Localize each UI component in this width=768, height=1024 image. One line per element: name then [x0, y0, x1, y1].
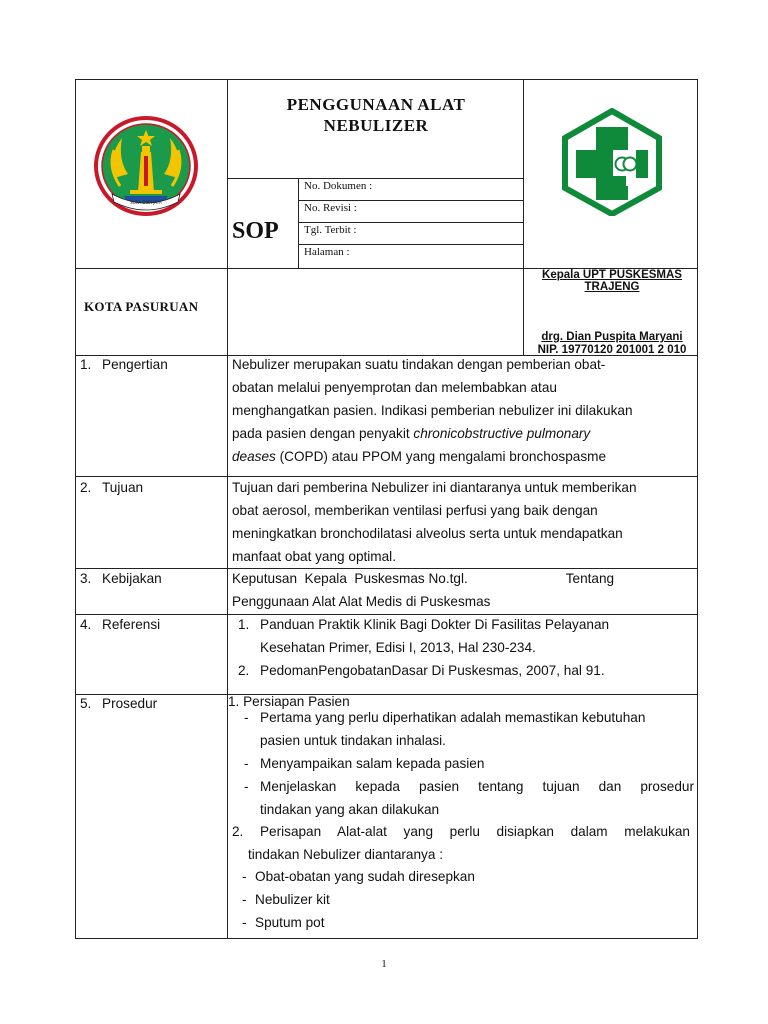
pengertian-line-4-text: pada pasien dengan penyakit	[232, 426, 414, 441]
label-kebijakan	[80, 567, 162, 590]
pengertian-line-2: obatan melalui penyemprotan dan melembabkan atau	[232, 380, 557, 395]
tujuan-line-1: Tujuan dari pemberina Nebulizer ini diantaranya untuk memberikan	[232, 480, 637, 495]
prosedur-bullet-3-line-1: Menjelaskan kepada pasien tentang tujuan dan prosedur	[260, 779, 694, 794]
prosedur-tool-2-text: Nebulizer kit	[255, 892, 330, 907]
label-number: 2.	[80, 480, 92, 495]
sop-label: SOP	[232, 218, 279, 244]
referensi-item-2-number: 2.	[238, 663, 250, 678]
pengertian-line-5-italic: deases	[232, 449, 276, 464]
kepala-line-1: Kepala UPT PUSKESMAS	[542, 269, 682, 281]
label-number: 5.	[80, 696, 92, 711]
pengertian-line-4-italic: chronicobstructive pulmonary	[413, 426, 591, 441]
page-number: 1	[381, 958, 387, 970]
title-divider	[227, 178, 524, 179]
referensi-item-1-line-2: Kesehatan Primer, Edisi I, 2013, Hal 230-234.	[260, 640, 536, 655]
pengertian-line-4	[232, 422, 690, 445]
meta-row-line-1	[298, 200, 524, 201]
label-number: 4.	[80, 617, 92, 632]
table-border-bottom	[75, 938, 698, 939]
sop-divider	[298, 178, 299, 268]
meta-row-line-3	[298, 244, 524, 245]
label-number: 1.	[80, 357, 92, 372]
label-text: Referensi	[102, 617, 161, 632]
label-tujuan	[80, 476, 143, 499]
prosedur-step-2-line-1: 2. Perisapan Alat-alat yang perlu disiapkan dalam melakukan	[232, 824, 690, 839]
tujuan-line-4: manfaat obat yang optimal.	[232, 549, 396, 564]
referensi-content	[238, 613, 694, 682]
prosedur-step-2-line-2: tindakan Nebulizer diantaranya :	[248, 847, 443, 862]
kepala-line-2: TRAJENG	[584, 281, 640, 293]
tujuan-line-2: obat aerosol, memberikan ventilasi perfusi yang baik dengan	[232, 503, 598, 518]
prosedur-step-2	[232, 820, 690, 866]
label-number: 3.	[80, 571, 92, 586]
prosedur-tool-3	[242, 911, 692, 934]
prosedur-bullet-1-line-2: pasien untuk tindakan inhalasi.	[260, 733, 446, 748]
bullet-dash: -	[244, 710, 249, 725]
label-text: Prosedur	[102, 696, 158, 711]
pengertian-content	[232, 353, 690, 468]
bullet-dash: -	[242, 892, 247, 907]
pengertian-line-5	[232, 445, 690, 468]
kota-label: KOTA PASURUAN	[84, 299, 199, 314]
meta-row-line-2	[298, 222, 524, 223]
prosedur-step-1-title: 1. Persiapan Pasien	[228, 694, 350, 709]
prosedur-bullet-1	[244, 706, 694, 752]
referensi-item-1-line-1: Panduan Praktik Klinik Bagi Dokter Di Fasilitas Pelayanan	[260, 617, 610, 632]
label-referensi	[80, 613, 160, 636]
title-line-2: NEBULIZER	[323, 116, 429, 135]
table-border-top	[75, 79, 698, 80]
tujuan-line-3: meningkatkan bronchodilatasi alveolus serta untuk mendapatkan	[232, 526, 623, 541]
meta-tgl-terbit: Tgl. Terbit :	[304, 224, 357, 236]
prosedur-tool-1	[242, 865, 692, 888]
kebijakan-content	[232, 567, 690, 613]
prosedur-bullet-2	[244, 752, 694, 775]
referensi-item-2	[238, 659, 694, 682]
row-line-prosedur	[75, 694, 698, 695]
pengertian-line-1: Nebulizer merupakan suatu tindakan dengan pemberian obat-	[232, 357, 606, 372]
label-text: Kebijakan	[102, 571, 162, 586]
meta-no-revisi: No. Revisi :	[304, 202, 357, 214]
table-border-right	[697, 79, 698, 939]
tujuan-content	[232, 476, 690, 568]
emblem-motto: SURA DIRA JAYA	[130, 200, 162, 205]
referensi-item-1	[238, 613, 694, 659]
table-border-left	[75, 79, 76, 939]
prosedur-bullet-2-line-1: Menyampaikan salam kepada pasien	[260, 756, 485, 771]
referensi-item-2-line-1: PedomanPengobatanDasar Di Puskesmas, 2007, hal 91.	[260, 663, 605, 678]
prosedur-step-1-list	[244, 706, 694, 821]
puskesmas-logo-icon	[556, 108, 668, 216]
label-text: Tujuan	[102, 480, 144, 495]
prosedur-step-2-list	[242, 865, 692, 934]
bullet-dash: -	[244, 756, 249, 771]
prosedur-bullet-3	[244, 775, 694, 821]
document-title	[228, 94, 524, 136]
label-prosedur	[80, 692, 157, 715]
signer-name: drg. Dian Puspita Maryani	[541, 331, 683, 343]
pengertian-line-3: menghangatkan pasien. Indikasi pemberian nebulizer ini dilakukan	[232, 403, 633, 418]
prosedur-bullet-1-line-1: Pertama yang perlu diperhatikan adalah memastikan kebutuhan	[260, 710, 646, 725]
signer-nip: NIP. 19770120 201001 2 010	[537, 344, 687, 356]
meta-halaman: Halaman :	[304, 246, 350, 258]
bullet-dash: -	[242, 869, 247, 884]
label-pengertian	[80, 353, 168, 376]
kota-pasuruan-emblem-icon	[94, 116, 200, 220]
label-text: Pengertian	[102, 357, 168, 372]
referensi-item-1-number: 1.	[238, 617, 250, 632]
prosedur-tool-2	[242, 888, 692, 911]
meta-no-dokumen: No. Dokumen :	[304, 180, 373, 192]
title-line-1: PENGGUNAAN ALAT	[286, 95, 466, 114]
pengertian-line-5-text: (COPD) atau PPOM yang mengalami bronchospasme	[275, 449, 607, 464]
bullet-dash: -	[242, 915, 247, 930]
prosedur-tool-3-text: Sputum pot	[255, 915, 325, 930]
prosedur-tool-1-text: Obat-obatan yang sudah diresepkan	[255, 869, 475, 884]
section-col-divider	[227, 355, 228, 939]
kebijakan-line-2: Penggunaan Alat Alat Medis di Puskesmas	[232, 594, 491, 609]
bullet-dash: -	[244, 779, 249, 794]
kebijakan-line-1: Keputusan Kepala Puskesmas No.tgl. Tentang	[232, 571, 615, 586]
prosedur-bullet-3-line-2: tindakan yang akan dilakukan	[260, 802, 440, 817]
